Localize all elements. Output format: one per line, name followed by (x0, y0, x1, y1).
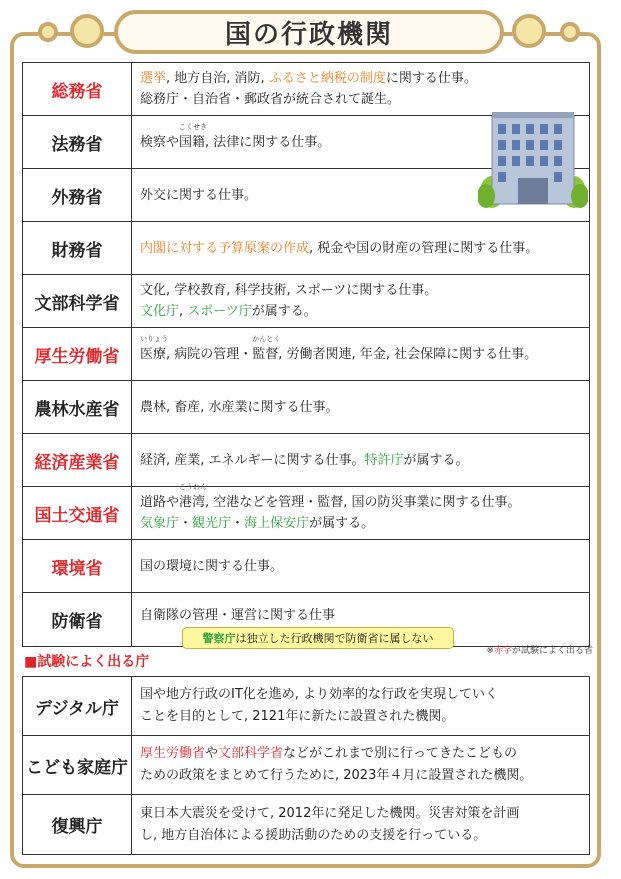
text: や (205, 746, 219, 761)
text: に関する仕事。 (385, 71, 477, 86)
text: , 地方自治, 消防, (166, 71, 269, 86)
text: 道路や (140, 495, 180, 510)
ruby-text: 監督 かんとく (252, 334, 281, 362)
text: 国や地方行政のIT化を進め, より効率的な行政を実現していく (140, 687, 499, 702)
highlight-text: 厚生労働省 (140, 746, 206, 761)
text: , 法律に関する仕事。 (205, 134, 331, 150)
text: 農林, 畜産, 水産業に関する仕事。 (140, 399, 339, 415)
text: , (179, 304, 188, 319)
page-title: 国の行政機関 (114, 10, 504, 54)
ministry-row (23, 328, 589, 381)
text: ための政策をまとめて行うために, 2023年４月に設置された機関。 (140, 768, 533, 783)
text: 文化, 学校教育, 科学技術, スポーツに関する仕事。 (140, 283, 438, 298)
desc-line (140, 765, 581, 787)
highlight-text: 内閣に対する予算原案の作成 (140, 240, 310, 256)
ministry-name: 国土交通省 (23, 487, 132, 539)
text: し, 地方自治体による援助活動のための支援を行っている。 (140, 827, 487, 843)
ministry-name: 環境省 (23, 540, 132, 592)
desc-line (140, 68, 581, 89)
text: 自衛隊の管理・運営に関する仕事 (140, 608, 336, 623)
text: 赤字 (493, 646, 512, 656)
text: ・ (231, 516, 245, 531)
text: が属する。 (251, 304, 317, 319)
decor-circle-icon (512, 14, 546, 48)
text: , 空港などを管理・監督, 国の防災事業に関する仕事。 (205, 495, 521, 510)
police-agency-note (182, 627, 454, 649)
highlight-text: 警察庁 (202, 632, 236, 645)
red-text-legend (486, 643, 593, 656)
desc-line (140, 397, 581, 418)
ministry-desc (132, 328, 589, 380)
agency-name: こども家庭庁 (23, 736, 132, 794)
agency-row (23, 736, 589, 795)
ministry-name: 外務省 (23, 169, 132, 221)
desc-line (140, 89, 581, 110)
decor-circle-icon (38, 22, 58, 42)
highlight-text: 特許庁 (364, 452, 404, 468)
ministry-name: 財務省 (23, 222, 132, 274)
text: 検察や (140, 134, 180, 150)
title-header (0, 0, 621, 64)
desc-line (140, 238, 581, 259)
ruby-text: 医療 いりょう (140, 334, 168, 362)
ministry-desc (132, 381, 589, 433)
text: ・ (179, 516, 193, 531)
desc-line (140, 556, 581, 577)
highlight-text: 文部科学省 (218, 746, 284, 761)
desc-line (140, 706, 581, 728)
ministry-desc (132, 540, 589, 592)
decor-circle-icon (560, 22, 580, 42)
ministry-name: 文部科学省 (23, 275, 132, 327)
ministry-desc (132, 483, 589, 539)
ministry-name: 総務省 (23, 63, 132, 115)
desc-line (140, 743, 581, 765)
agency-name: 復興庁 (23, 795, 132, 854)
ministry-name: 経済産業省 (23, 434, 132, 486)
agency-desc (132, 677, 589, 735)
text: 経済, 産業, エネルギーに関する仕事。 (140, 452, 365, 468)
desc-line (140, 684, 581, 706)
ministry-name: 厚生労働省 (23, 328, 132, 380)
desc-line (140, 483, 581, 513)
desc-line (140, 280, 581, 301)
highlight-text: ふるさと納税の制度 (268, 71, 386, 86)
ministry-name: 防衛省 (23, 593, 132, 646)
text: が属する。 (309, 516, 375, 531)
ministry-row (23, 483, 589, 540)
desc-line (140, 334, 581, 365)
ministry-row (23, 222, 589, 275)
agencies-table (22, 676, 590, 855)
desc-line (140, 450, 581, 471)
ministry-row (23, 381, 589, 434)
section-label: ■試験によく出る庁 (24, 654, 150, 670)
text: , 労働者関連, 年金, 社会保障に関する仕事。 (278, 346, 538, 362)
text: が属する。 (403, 452, 469, 468)
highlight-text: 海上保安庁 (244, 516, 310, 531)
desc-line (140, 301, 581, 322)
text: , 病院の管理・ (166, 346, 253, 362)
ministry-name: 農林水産省 (23, 381, 132, 433)
desc-line (140, 605, 581, 626)
ministry-row (23, 434, 589, 487)
highlight-text: 気象庁 (140, 516, 180, 531)
ministry-row (23, 275, 589, 328)
ruby-text: 港湾 こうわん (179, 483, 208, 510)
agency-name: デジタル庁 (23, 677, 132, 735)
highlight-text: 文化庁 (140, 304, 180, 319)
text: , 税金や国の財産の管理に関する仕事。 (309, 240, 539, 256)
desc-line (140, 803, 581, 825)
highlight-text: 選挙 (140, 71, 167, 86)
government-building-icon (478, 108, 588, 208)
agency-desc (132, 736, 589, 794)
text: ※ (486, 646, 494, 656)
text: は独立した行政機関で防衛省に属しない (235, 632, 434, 645)
ministry-desc (132, 222, 589, 274)
highlight-text: スポーツ庁 (187, 304, 252, 319)
text: ことを目的として, 2121年に新たに設置された機関。 (140, 709, 455, 724)
text: が試験によく出る省 (511, 646, 593, 656)
agency-desc (132, 795, 589, 854)
text: 外交に関する仕事。 (140, 187, 258, 203)
text: などがこれまで別に行ってきたこどもの (283, 746, 518, 761)
desc-line (140, 513, 581, 534)
ministry-desc (132, 434, 589, 486)
text: 総務庁・自治省・郵政省が統合されて誕生。 (140, 92, 401, 107)
ruby-text: 国籍 こくせき (179, 122, 208, 150)
ministry-row (23, 540, 589, 593)
highlight-text: 観光庁 (192, 516, 232, 531)
decor-circle-icon (70, 14, 104, 48)
text: 国の環境に関する仕事。 (140, 558, 284, 574)
ministry-desc (132, 275, 589, 327)
agency-row (23, 677, 589, 736)
ministry-name: 法務省 (23, 116, 132, 168)
text: 東日本大震災を受けて, 2012年に発足した機関。災害対策を計画 (140, 805, 520, 821)
desc-line (140, 825, 581, 847)
agency-row (23, 795, 589, 854)
